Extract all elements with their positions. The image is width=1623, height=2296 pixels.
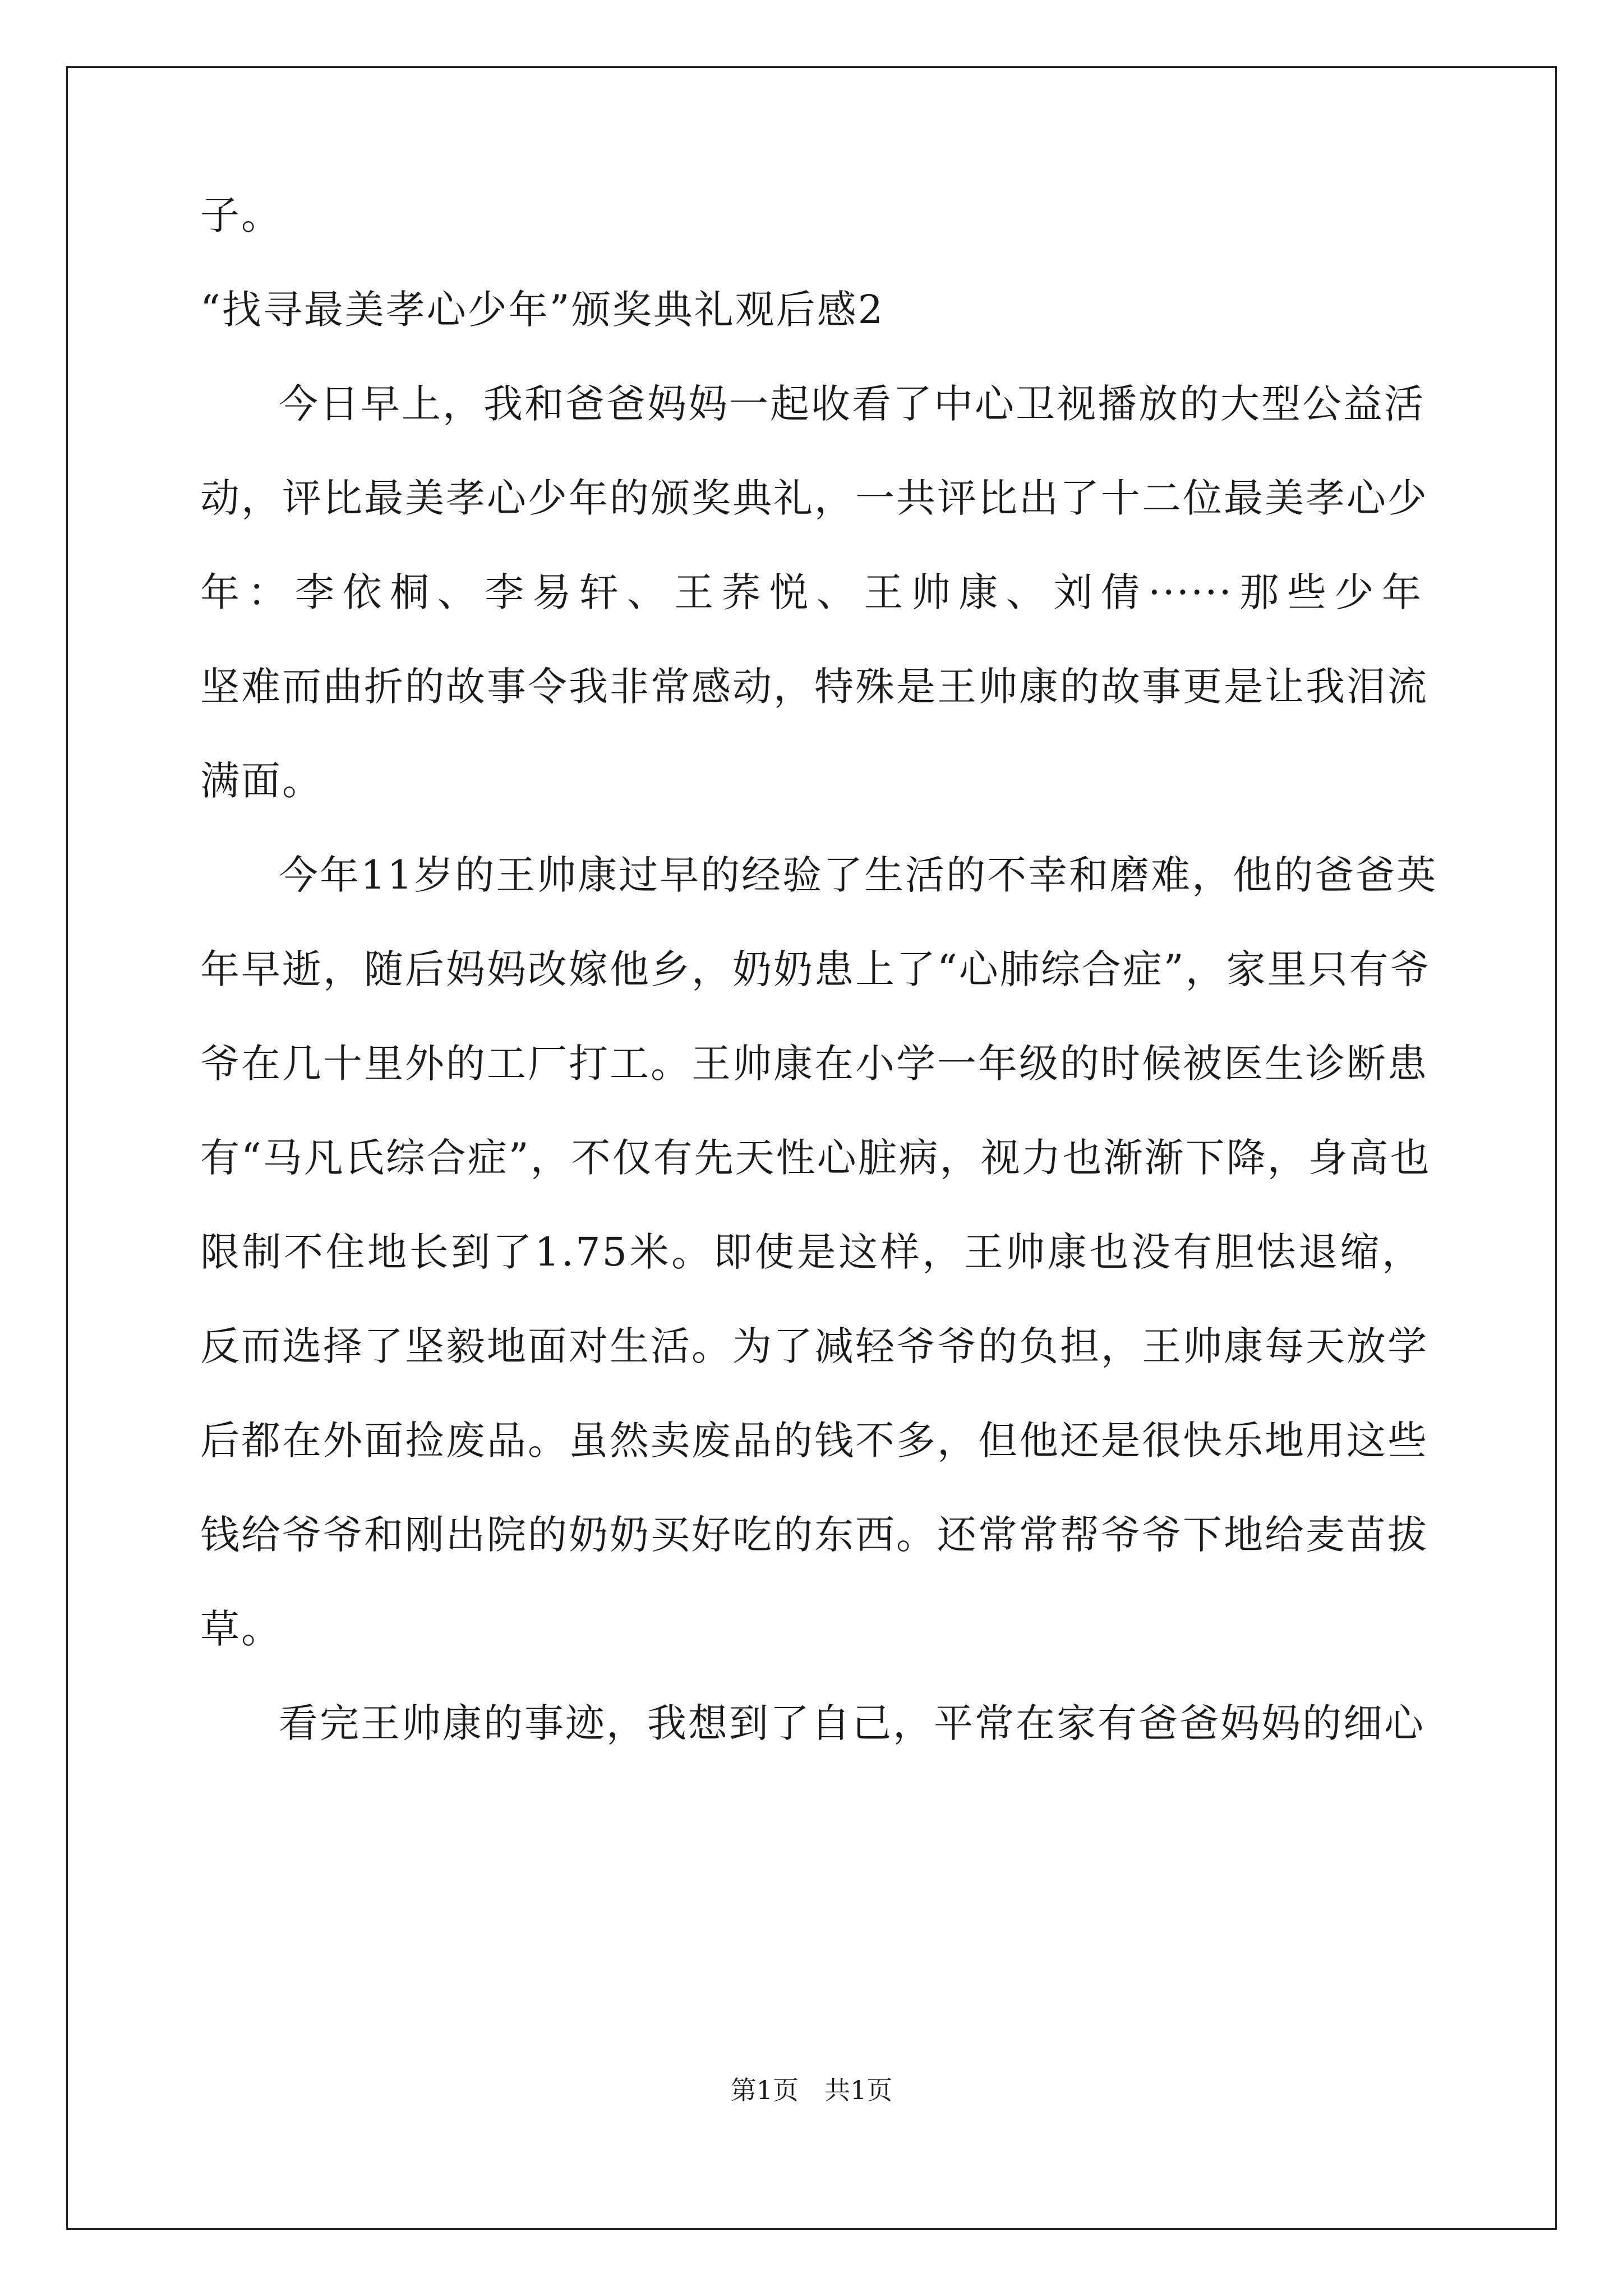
text-line: 坚难而曲折的故事令我非常感动，特殊是王帅康的故事更是让我泪流 (200, 664, 1428, 710)
text-line: 年：李依桐、李易轩、王荞悦、王帅康、刘倩······那些少年 (200, 569, 1423, 615)
text-line: 看完王帅康的事迹，我想到了自己，平常在家有爸爸妈妈的细心 (279, 1700, 1425, 1746)
text-line: 子。 (200, 192, 282, 238)
text-line: 今日早上，我和爸爸妈妈一起收看了中心卫视播放的大型公益活 (279, 381, 1425, 427)
page-number-footer: 第1页 共1页 (730, 2075, 893, 2105)
text-line: 今年11岁的王帅康过早的经验了生活的不幸和磨难，他的爸爸英 (279, 852, 1438, 898)
text-line: 有“马凡氏综合症”，不仅有先天性心脏病，视力也渐渐下降，身高也 (200, 1135, 1431, 1181)
text-line: 满面。 (200, 758, 323, 804)
text-line: 草。 (200, 1606, 282, 1652)
text-line: 动，评比最美孝心少年的颁奖典礼，一共评比出了十二位最美孝心少 (200, 475, 1428, 521)
text-line: 反而选择了坚毅地面对生活。为了减轻爷爷的负担，王帅康每天放学 (200, 1323, 1428, 1369)
text-line: 钱给爷爷和刚出院的奶奶买好吃的东西。还常常帮爷爷下地给麦苗拔 (200, 1512, 1428, 1558)
document-body (200, 168, 1438, 1770)
text-line: 后都在外面捡废品。虽然卖废品的钱不多，但他还是很快乐地用这些 (200, 1418, 1428, 1464)
text-line: “找寻最美孝心少年”颁奖典礼观后感2 (200, 287, 885, 333)
text-line: 爷在几十里外的工厂打工。王帅康在小学一年级的时候被医生诊断患 (200, 1041, 1428, 1087)
text-line: 年早逝，随后妈妈改嫁他乡，奶奶患上了“心肺综合症”，家里只有爷 (200, 946, 1431, 992)
text-line: 限制不住地长到了1.75米。即使是这样，王帅康也没有胆怯退缩， (200, 1229, 1423, 1275)
